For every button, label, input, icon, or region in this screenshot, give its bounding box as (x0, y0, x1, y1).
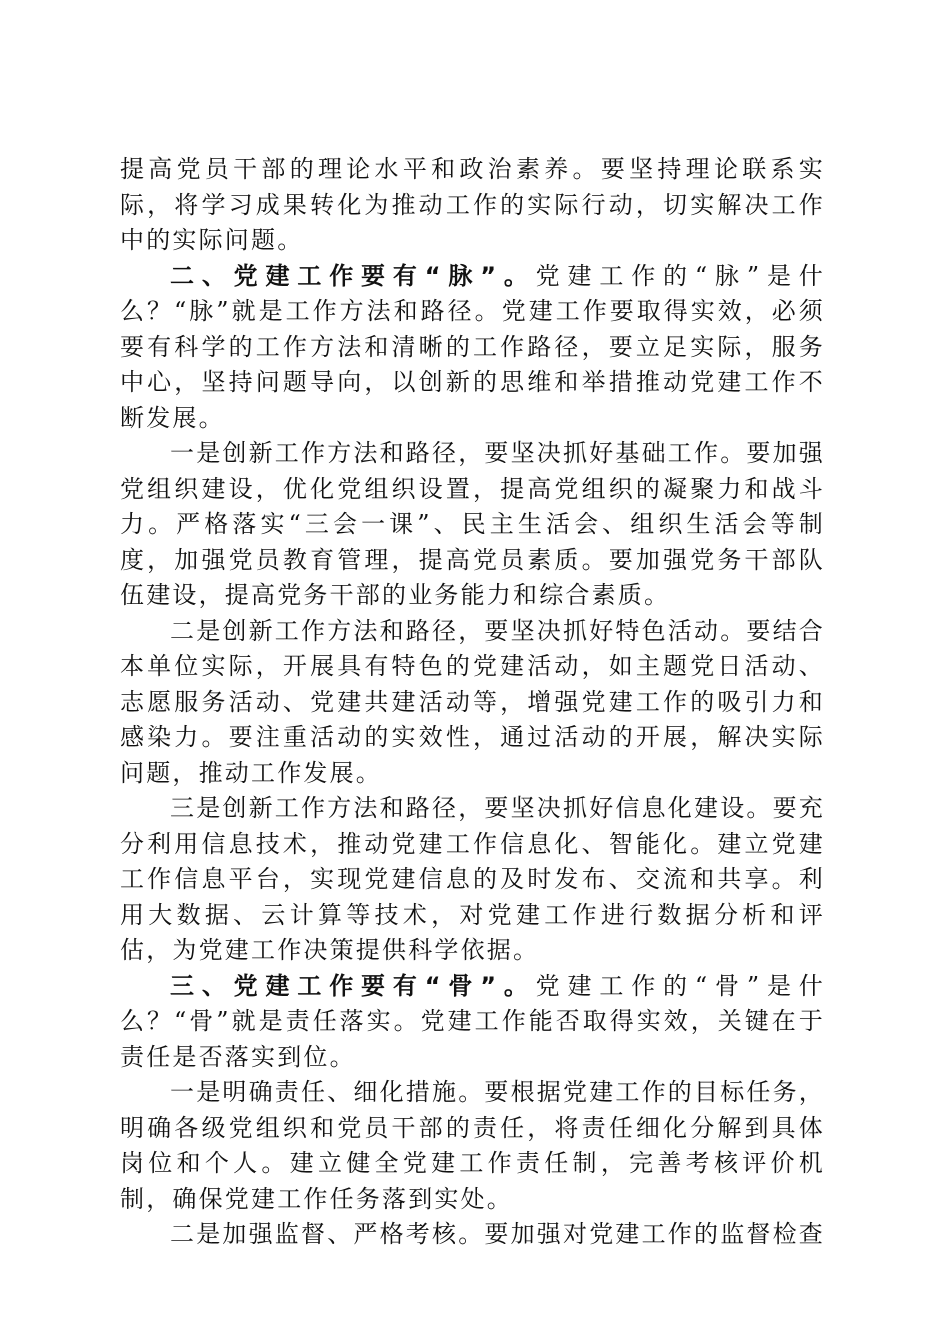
paragraph-text: 党建工作的“骨”是什么？“骨”就是责任落实。党建工作能否取得实效，关键在于责任是否落实到位。 (120, 971, 825, 1071)
section-heading-paragraph-3 (120, 969, 825, 1076)
paragraph-item (120, 1075, 825, 1217)
paragraph-text: 提高党员干部的理论水平和政治素养。要坚持理论联系实际，将学习成果转化为推动工作的实际行动，切实解决工作中的实际问题。 (120, 155, 825, 254)
paragraph-text: 一是明确责任、细化措施。要根据党建工作的目标任务，明确各级党组织和党员干部的责任，将责任细化分解到具体岗位和个人。建立健全党建工作责任制，完善考核评价机制，确保党建工作任务落到实处。 (120, 1078, 825, 1213)
section-heading-2: 二、党建工作要有“脉”。 (170, 261, 536, 290)
paragraph-text: 党建工作的“脉”是什么？“脉”就是工作方法和路径。党建工作要取得实效，必须要有科学的工作方法和清晰的工作路径，要立足实际，服务中心，坚持问题导向，以创新的思维和举措推动党建工作不断发展。 (120, 261, 825, 432)
section-heading-paragraph-2 (120, 259, 825, 437)
document-body (120, 152, 825, 1253)
paragraph-item (120, 436, 825, 614)
paragraph-item (120, 791, 825, 969)
paragraph-item (120, 614, 825, 792)
paragraph-continuation (120, 152, 825, 259)
paragraph-text: 二是加强监督、严格考核。要加强对党建工作的监督检查 (170, 1220, 825, 1248)
section-heading-3: 三、党建工作要有“骨”。 (170, 971, 536, 1000)
paragraph-item (120, 1217, 825, 1253)
paragraph-text: 一是创新工作方法和路径，要坚决抓好基础工作。要加强党组织建设，优化党组织设置，提高党组织的凝聚力和战斗力。严格落实“三会一课”、民主生活会、组织生活会等制度，加强党员教育管理，提高党员素质。要加强党务干部队伍建设，提高党务干部的业务能力和综合素质。 (120, 439, 825, 609)
paragraph-text: 二是创新工作方法和路径，要坚决抓好特色活动。要结合本单位实际，开展具有特色的党建活动，如主题党日活动、志愿服务活动、党建共建活动等，增强党建工作的吸引力和感染力。要注重活动的实效性，通过活动的开展，解决实际问题，推动工作发展。 (120, 616, 825, 787)
paragraph-text: 三是创新工作方法和路径，要坚决抓好信息化建设。要充分利用信息技术，推动党建工作信息化、智能化。建立党建工作信息平台，实现党建信息的及时发布、交流和共享。利用大数据、云计算等技术，对党建工作进行数据分析和评估，为党建工作决策提供科学依据。 (120, 794, 825, 964)
